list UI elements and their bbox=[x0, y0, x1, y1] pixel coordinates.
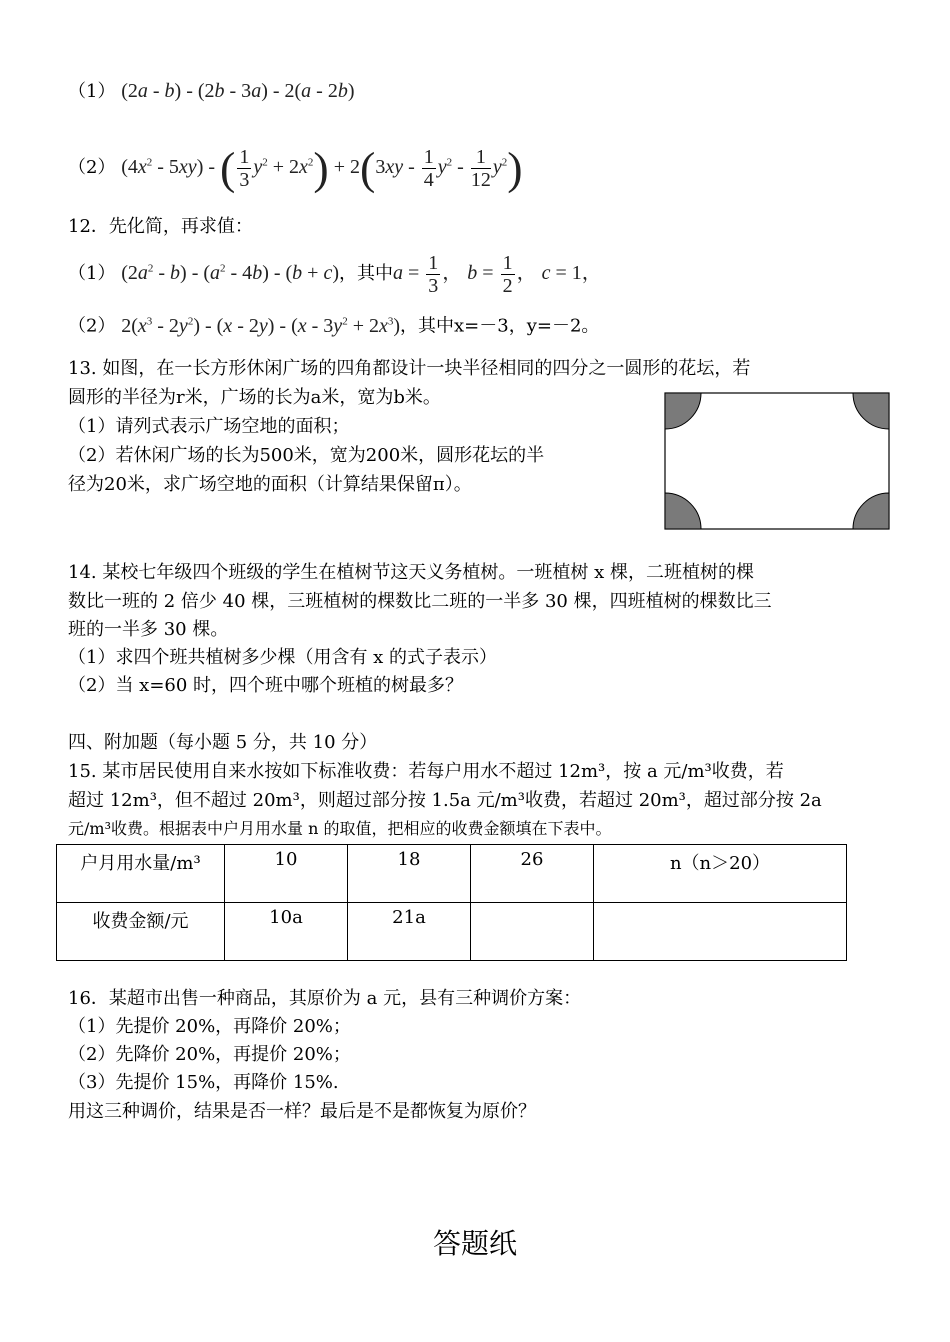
problem-16-line: 16．某超市出售一种商品，其原价为 a 元，县有三种调价方案： bbox=[68, 988, 582, 1009]
problem-13-line: 圆形的半径为r米，广场的长为a米，宽为b米。 bbox=[68, 387, 441, 408]
problem-11-2 bbox=[68, 142, 523, 194]
condition-text: ，其中x=－3，y=－2。 bbox=[400, 315, 600, 337]
problem-13-line: 径为20米，求广场空地的面积（计算结果保留π）。 bbox=[68, 474, 472, 495]
item-label: （2） bbox=[68, 315, 116, 337]
problem-15-line: 元/m³收费。根据表中户月用水量 n 的取值，把相应的收费金额填在下表中。 bbox=[68, 819, 612, 838]
table-row bbox=[57, 845, 847, 903]
item-label: （1） bbox=[68, 81, 116, 102]
plaza-diagram bbox=[664, 392, 892, 532]
table-cell: 10 bbox=[225, 845, 348, 903]
problem-15-line: 超过 12m³，但不超过 20m³，则超过部分按 1.5a 元/m³收费，若超过 20m³，超过部分按 2a bbox=[68, 790, 822, 811]
problem-12-1 bbox=[68, 252, 602, 297]
expression: (2a - b) - (2b - 3a) - 2(a - 2b) bbox=[121, 80, 355, 102]
problem-12-2 bbox=[68, 308, 599, 340]
problem-14-line: 班的一半多 30 棵。 bbox=[68, 619, 229, 640]
answer-sheet-title: 答题纸 bbox=[432, 1227, 517, 1260]
table-cell-blank[interactable] bbox=[594, 903, 847, 961]
section-heading: 四、附加题（每小题 5 分，共 10 分） bbox=[68, 732, 378, 753]
table-cell: 户月用水量/m³ bbox=[57, 845, 225, 903]
problem-12-title: 12．先化简，再求值： bbox=[68, 216, 253, 237]
problem-14-line: 14. 某校七年级四个班级的学生在植树节这天义务植树。一班植树 x 棵，二班植树的棵 bbox=[68, 562, 754, 583]
table-cell: n（n＞20） bbox=[594, 845, 847, 903]
problem-11-1 bbox=[68, 78, 355, 105]
problem-16-line: 用这三种调价，结果是否一样？最后是不是都恢复为原价？ bbox=[68, 1101, 536, 1122]
table-cell: 收费金额/元 bbox=[57, 903, 225, 961]
table-row bbox=[57, 903, 847, 961]
condition-text: ，其中 bbox=[339, 263, 394, 285]
table-cell: 18 bbox=[348, 845, 471, 903]
plaza-rectangle bbox=[665, 393, 889, 529]
table-cell: 26 bbox=[471, 845, 594, 903]
expression: $2(x^3 - 2y^2) - (x - 2y) - (x - 3y^2 + 2x^3)$ bbox=[121, 314, 401, 337]
problem-16-line: （1）先提价 20%，再降价 20%； bbox=[68, 1016, 351, 1037]
problem-13-line: （1）请列式表示广场空地的面积； bbox=[68, 416, 350, 437]
item-label: （1） bbox=[68, 263, 116, 285]
problem-14-line: （2）当 x=60 时，四个班中哪个班植的树最多？ bbox=[68, 675, 464, 696]
problem-13-line: （2）若休闲广场的长为500米，宽为200米，圆形花坛的半 bbox=[68, 445, 545, 466]
problem-13-line: 13. 如图，在一长方形休闲广场的四角都设计一块半径相同的四分之一圆形的花坛，若 bbox=[68, 358, 751, 379]
condition-values: a = $\frac{1}{3}$ ， b = $\frac{1}{2}$ ， c = 1， bbox=[393, 252, 602, 297]
problem-15-line: 15. 某市居民使用自来水按如下标准收费：若每户用水不超过 12m³，按 a 元/m³收费，若 bbox=[68, 761, 784, 782]
problem-16-line: （2）先降价 20%，再提价 20%； bbox=[68, 1044, 351, 1065]
table-cell-blank[interactable] bbox=[471, 903, 594, 961]
problem-14-line: （1）求四个班共植树多少棵（用含有 x 的式子表示） bbox=[68, 647, 498, 668]
problem-14-line: 数比一班的 2 倍少 40 棵，三班植树的棵数比二班的一半多 30 棵，四班植树的棵数比三 bbox=[68, 591, 772, 612]
item-label: （2） bbox=[68, 157, 116, 179]
table-cell: 10a bbox=[225, 903, 348, 961]
table-cell: 21a bbox=[348, 903, 471, 961]
expression: $(4x^2 - 5xy)$ - ( $\frac{1}{3}$ $y^2 + 2x^2) + 2(3xy$ - $\frac{1}{4}$ $y^2$ - $\frac{1}{12}$ $y^2$) bbox=[121, 142, 523, 194]
problem-16-line: （3）先提价 15%，再降价 15%. bbox=[68, 1072, 339, 1093]
expression: $(2a^2 - b) - (a^2 - 4b) - (b + c)$ bbox=[121, 262, 340, 285]
fee-table bbox=[56, 844, 847, 961]
